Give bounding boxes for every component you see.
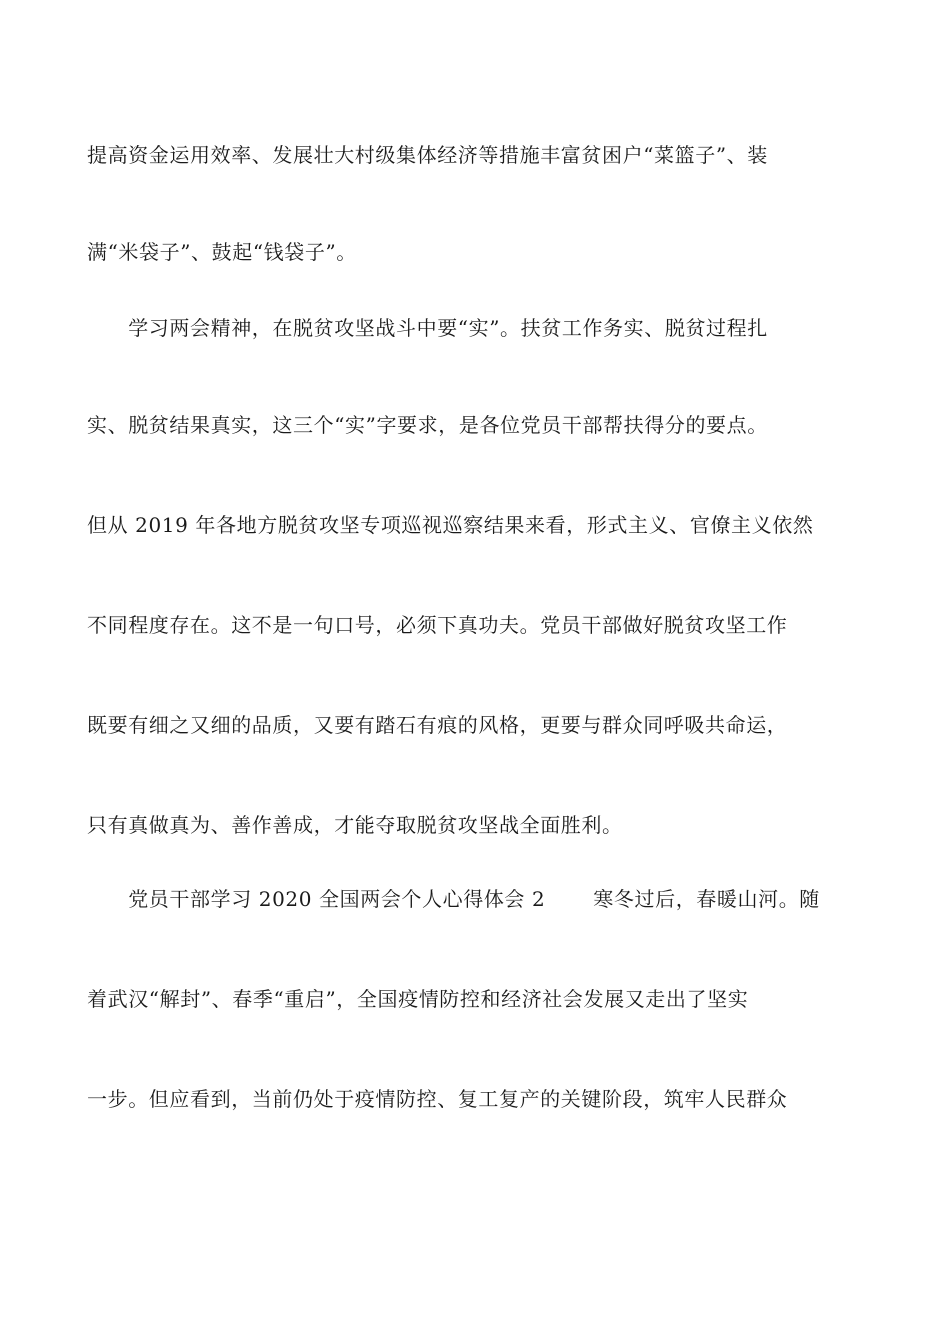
text-line: 提高资金运用效率、发展壮大村级集体经济等措施丰富贫困户“菜篮子”、装 — [87, 143, 768, 167]
text-line: 满“米袋子”、鼓起“钱袋子”。 — [87, 240, 357, 264]
text-line: 不同程度存在。这不是一句口号，必须下真功夫。党员干部做好脱贫攻坚工作 — [87, 613, 788, 637]
text-line: 一步。但应看到，当前仍处于疫情防控、复工复产的关键阶段，筑牢人民群众 — [87, 1087, 788, 1111]
text-line: 着武汉“解封”、春季“重启”，全国疫情防控和经济社会发展又走出了坚实 — [87, 987, 749, 1011]
text-line: 只有真做真为、善作善成，才能夺取脱贫攻坚战全面胜利。 — [87, 813, 623, 837]
text-line: 既要有细之又细的品质，又要有踏石有痕的风格，更要与群众同呼吸共命运， — [87, 713, 788, 737]
text-continuation: 寒冬过后，春暖山河。随 — [593, 887, 820, 911]
section-heading: 党员干部学习 2020 全国两会个人心得体会 2 — [87, 887, 546, 911]
text-line: 但从 2019 年各地方脱贫攻坚专项巡视巡察结果来看，形式主义、官僚主义依然 — [87, 513, 814, 537]
text-line: 实、脱贫结果真实，这三个“实”字要求，是各位党员干部帮扶得分的要点。 — [87, 413, 768, 437]
text-line: 学习两会精神，在脱贫攻坚战斗中要“实”。扶贫工作务实、脱贫过程扎 — [87, 316, 768, 340]
section-heading-line — [87, 885, 820, 913]
